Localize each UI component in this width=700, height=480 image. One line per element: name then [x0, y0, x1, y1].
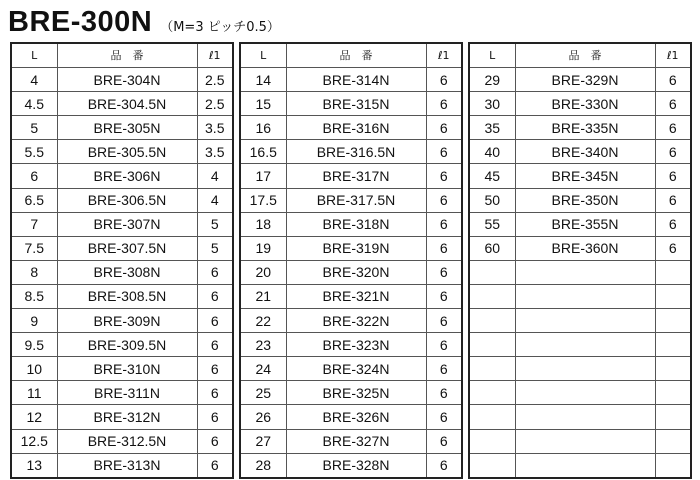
part-number-cell: BRE-330N: [515, 92, 655, 116]
table-row: [240, 212, 462, 236]
part-number-cell: BRE-316N: [286, 116, 426, 140]
length-cell: 21: [240, 284, 286, 308]
table-header-row: [240, 43, 462, 68]
thread-length-cell: 6: [197, 429, 233, 453]
part-number-cell: BRE-312N: [57, 405, 197, 429]
part-number-cell: BRE-305.5N: [57, 140, 197, 164]
length-cell: [469, 357, 515, 381]
part-number-cell: [515, 429, 655, 453]
part-number-cell: BRE-307.5N: [57, 236, 197, 260]
part-number-cell: BRE-319N: [286, 236, 426, 260]
thread-length-cell: [655, 381, 691, 405]
col-header-length: L: [11, 43, 57, 68]
thread-spec-subtitle: （M=3 ピッチ0.5）: [160, 20, 280, 35]
table-row: [11, 309, 233, 333]
table-row: [11, 212, 233, 236]
thread-length-cell: 6: [197, 381, 233, 405]
table-row: [240, 260, 462, 284]
length-cell: 6.5: [11, 188, 57, 212]
table-row: [11, 453, 233, 478]
table-row: [11, 164, 233, 188]
length-cell: 22: [240, 309, 286, 333]
thread-length-cell: 6: [426, 140, 462, 164]
part-number-cell: BRE-326N: [286, 405, 426, 429]
part-number-cell: [515, 381, 655, 405]
col-header-length: L: [469, 43, 515, 68]
part-number-cell: [515, 405, 655, 429]
table-row: [11, 68, 233, 92]
part-number-cell: BRE-317N: [286, 164, 426, 188]
length-cell: 45: [469, 164, 515, 188]
part-number-cell: BRE-306N: [57, 164, 197, 188]
thread-length-cell: 6: [197, 333, 233, 357]
length-cell: [469, 453, 515, 478]
length-cell: 17: [240, 164, 286, 188]
thread-length-cell: 6: [426, 453, 462, 478]
part-number-cell: BRE-320N: [286, 260, 426, 284]
length-cell: [469, 429, 515, 453]
length-cell: 10: [11, 357, 57, 381]
thread-length-cell: 6: [197, 309, 233, 333]
thread-length-cell: 6: [426, 92, 462, 116]
thread-length-cell: 6: [655, 68, 691, 92]
table-row: [469, 453, 691, 478]
table-row: [469, 212, 691, 236]
thread-length-cell: 5: [197, 236, 233, 260]
thread-length-cell: [655, 333, 691, 357]
length-cell: 9: [11, 309, 57, 333]
length-cell: 35: [469, 116, 515, 140]
thread-length-cell: 4: [197, 188, 233, 212]
length-cell: 50: [469, 188, 515, 212]
table-row: [469, 333, 691, 357]
length-cell: 28: [240, 453, 286, 478]
table-row: [469, 357, 691, 381]
thread-length-cell: 6: [426, 357, 462, 381]
table-row: [240, 116, 462, 140]
table-row: [469, 236, 691, 260]
table-row: [11, 140, 233, 164]
length-cell: 20: [240, 260, 286, 284]
thread-length-cell: [655, 453, 691, 478]
length-cell: 12.5: [11, 429, 57, 453]
thread-length-cell: [655, 429, 691, 453]
part-number-cell: BRE-325N: [286, 381, 426, 405]
thread-length-cell: 6: [197, 405, 233, 429]
thread-length-cell: 6: [655, 140, 691, 164]
thread-length-cell: 6: [426, 260, 462, 284]
length-cell: 26: [240, 405, 286, 429]
thread-length-cell: 4: [197, 164, 233, 188]
table-row: [469, 284, 691, 308]
thread-length-cell: 6: [426, 236, 462, 260]
length-cell: 23: [240, 333, 286, 357]
page-title: [8, 6, 280, 42]
table-row: [240, 429, 462, 453]
table-row: [11, 333, 233, 357]
part-number-cell: BRE-327N: [286, 429, 426, 453]
table-row: [11, 405, 233, 429]
thread-length-cell: 6: [426, 212, 462, 236]
table-row: [11, 92, 233, 116]
length-cell: [469, 284, 515, 308]
part-number-cell: BRE-360N: [515, 236, 655, 260]
thread-length-cell: 6: [426, 68, 462, 92]
table-row: [240, 68, 462, 92]
table-row: [469, 260, 691, 284]
part-number-cell: BRE-340N: [515, 140, 655, 164]
length-cell: 4: [11, 68, 57, 92]
part-number-cell: BRE-335N: [515, 116, 655, 140]
table-row: [240, 236, 462, 260]
table-row: [469, 381, 691, 405]
length-cell: [469, 381, 515, 405]
part-number-cell: [515, 260, 655, 284]
table-row: [11, 284, 233, 308]
thread-length-cell: 6: [426, 188, 462, 212]
thread-length-cell: 3.5: [197, 140, 233, 164]
part-number-cell: BRE-309.5N: [57, 333, 197, 357]
thread-length-cell: 6: [197, 260, 233, 284]
thread-length-cell: 5: [197, 212, 233, 236]
thread-length-cell: [655, 405, 691, 429]
thread-length-cell: 6: [197, 453, 233, 478]
table-row: [240, 140, 462, 164]
thread-length-cell: 6: [655, 164, 691, 188]
part-number-cell: BRE-304N: [57, 68, 197, 92]
thread-length-cell: 2.5: [197, 92, 233, 116]
part-number-cell: BRE-315N: [286, 92, 426, 116]
length-cell: 25: [240, 381, 286, 405]
table-row: [240, 164, 462, 188]
table-row: [240, 188, 462, 212]
part-number-cell: BRE-308.5N: [57, 284, 197, 308]
table-row: [11, 116, 233, 140]
part-number-cell: BRE-317.5N: [286, 188, 426, 212]
length-cell: [469, 333, 515, 357]
spec-table-3: [468, 42, 692, 479]
part-number-cell: BRE-311N: [57, 381, 197, 405]
part-number-cell: BRE-304.5N: [57, 92, 197, 116]
length-cell: 14: [240, 68, 286, 92]
table-row: [469, 429, 691, 453]
part-number-cell: BRE-316.5N: [286, 140, 426, 164]
part-number-cell: BRE-313N: [57, 453, 197, 478]
table-header-row: [469, 43, 691, 68]
part-number-cell: [515, 333, 655, 357]
thread-length-cell: 6: [655, 212, 691, 236]
thread-length-cell: 6: [426, 381, 462, 405]
part-number-cell: BRE-328N: [286, 453, 426, 478]
part-number-cell: BRE-345N: [515, 164, 655, 188]
col-header-thread-length: ℓ1: [208, 49, 221, 63]
part-number-cell: BRE-321N: [286, 284, 426, 308]
part-number-cell: BRE-312.5N: [57, 429, 197, 453]
part-number-cell: BRE-309N: [57, 309, 197, 333]
table-row: [240, 284, 462, 308]
length-cell: 16: [240, 116, 286, 140]
part-number-cell: [515, 309, 655, 333]
table-row: [11, 429, 233, 453]
thread-length-cell: 3.5: [197, 116, 233, 140]
thread-length-cell: [655, 357, 691, 381]
length-cell: 12: [11, 405, 57, 429]
table-row: [240, 357, 462, 381]
thread-length-cell: 6: [426, 164, 462, 188]
col-header-part-number: 品 番: [515, 43, 655, 68]
table-row: [240, 92, 462, 116]
length-cell: 7: [11, 212, 57, 236]
thread-length-cell: 6: [655, 236, 691, 260]
thread-length-cell: [655, 260, 691, 284]
thread-length-cell: 6: [426, 429, 462, 453]
length-cell: 8.5: [11, 284, 57, 308]
length-cell: 4.5: [11, 92, 57, 116]
length-cell: 30: [469, 92, 515, 116]
thread-length-cell: 6: [426, 405, 462, 429]
table-row: [240, 405, 462, 429]
thread-length-cell: 6: [655, 116, 691, 140]
part-number-cell: BRE-329N: [515, 68, 655, 92]
length-cell: 17.5: [240, 188, 286, 212]
thread-length-cell: 6: [426, 333, 462, 357]
length-cell: 16.5: [240, 140, 286, 164]
part-number-cell: BRE-306.5N: [57, 188, 197, 212]
table-row: [11, 188, 233, 212]
table-row: [469, 140, 691, 164]
col-header-length: L: [240, 43, 286, 68]
table-row: [240, 333, 462, 357]
length-cell: [469, 309, 515, 333]
length-cell: 29: [469, 68, 515, 92]
spec-table-2: [239, 42, 463, 479]
length-cell: 15: [240, 92, 286, 116]
part-number-cell: BRE-350N: [515, 188, 655, 212]
table-row: [469, 68, 691, 92]
table-row: [11, 236, 233, 260]
table-row: [240, 381, 462, 405]
col-header-thread-length: ℓ1: [437, 49, 450, 63]
product-series-title: BRE-300N: [8, 6, 153, 38]
table-row: [469, 188, 691, 212]
thread-length-cell: [655, 309, 691, 333]
length-cell: 6: [11, 164, 57, 188]
thread-length-cell: 6: [426, 116, 462, 140]
thread-length-cell: 6: [426, 309, 462, 333]
table-header-row: [11, 43, 233, 68]
table-row: [469, 164, 691, 188]
table-row: [469, 92, 691, 116]
part-number-cell: [515, 453, 655, 478]
part-number-cell: BRE-324N: [286, 357, 426, 381]
length-cell: 18: [240, 212, 286, 236]
col-header-part-number: 品 番: [286, 43, 426, 68]
table-row: [469, 116, 691, 140]
thread-length-cell: 6: [655, 188, 691, 212]
col-header-thread-length: ℓ1: [666, 49, 679, 63]
thread-length-cell: 6: [197, 357, 233, 381]
part-number-cell: BRE-310N: [57, 357, 197, 381]
part-number-cell: BRE-355N: [515, 212, 655, 236]
part-number-cell: BRE-307N: [57, 212, 197, 236]
table-row: [469, 309, 691, 333]
part-number-cell: BRE-305N: [57, 116, 197, 140]
part-number-cell: BRE-308N: [57, 260, 197, 284]
length-cell: 5: [11, 116, 57, 140]
length-cell: 24: [240, 357, 286, 381]
length-cell: 60: [469, 236, 515, 260]
table-row: [240, 453, 462, 478]
col-header-part-number: 品 番: [57, 43, 197, 68]
table-row: [240, 309, 462, 333]
length-cell: 9.5: [11, 333, 57, 357]
length-cell: 7.5: [11, 236, 57, 260]
length-cell: 40: [469, 140, 515, 164]
part-number-cell: [515, 357, 655, 381]
length-cell: 8: [11, 260, 57, 284]
table-row: [469, 405, 691, 429]
table-row: [11, 381, 233, 405]
part-number-cell: BRE-322N: [286, 309, 426, 333]
length-cell: 11: [11, 381, 57, 405]
length-cell: [469, 405, 515, 429]
length-cell: 5.5: [11, 140, 57, 164]
part-number-cell: BRE-323N: [286, 333, 426, 357]
part-number-cell: BRE-318N: [286, 212, 426, 236]
thread-length-cell: 2.5: [197, 68, 233, 92]
thread-length-cell: 6: [197, 284, 233, 308]
part-number-cell: [515, 284, 655, 308]
length-cell: [469, 260, 515, 284]
spec-table-1: [10, 42, 234, 479]
thread-length-cell: [655, 284, 691, 308]
table-row: [11, 260, 233, 284]
length-cell: 19: [240, 236, 286, 260]
part-number-cell: BRE-314N: [286, 68, 426, 92]
table-row: [11, 357, 233, 381]
length-cell: 13: [11, 453, 57, 478]
thread-length-cell: 6: [655, 92, 691, 116]
length-cell: 27: [240, 429, 286, 453]
length-cell: 55: [469, 212, 515, 236]
thread-length-cell: 6: [426, 284, 462, 308]
